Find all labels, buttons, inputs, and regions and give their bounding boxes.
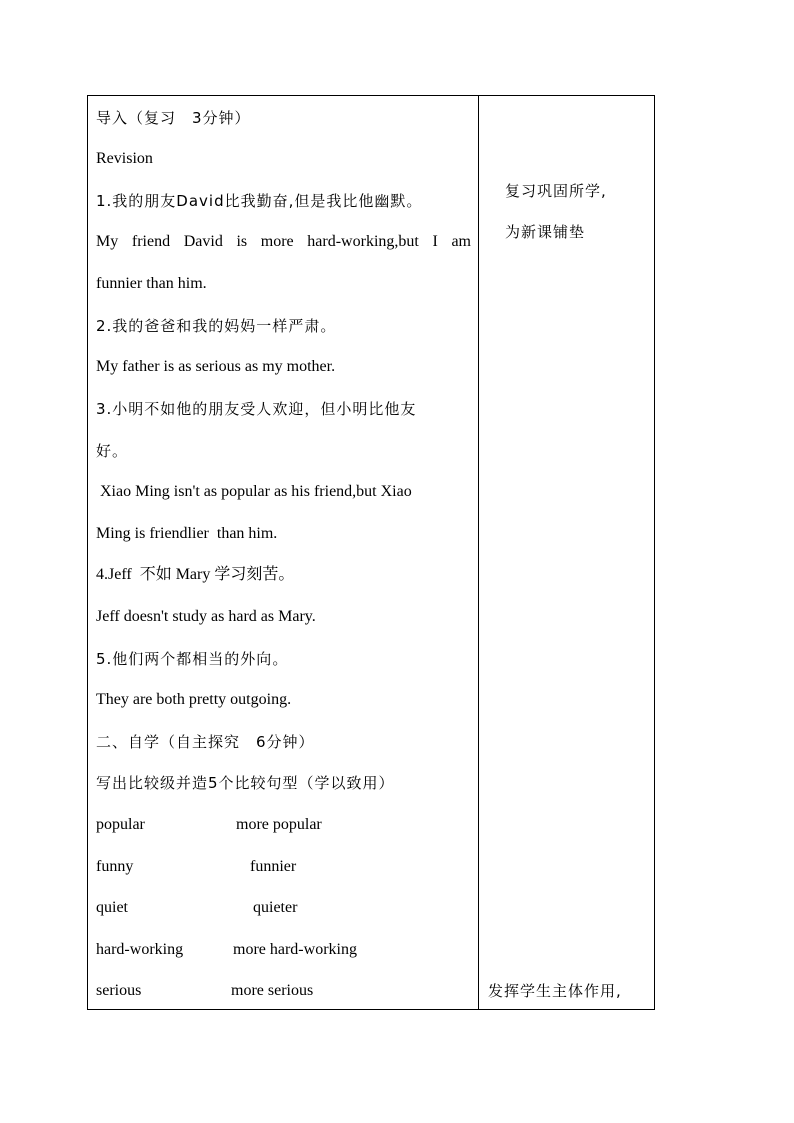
task-instruction: 写出比较级并造5个比较句型（学以致用） [96,774,395,792]
word-comparative: quieter [253,899,298,916]
question-1-english-line1: My friend David is more hard-working,but I am [96,233,471,250]
question-3-chinese-line1: 3.小明不如他的朋友受人欢迎，但小明比他友 [96,400,417,418]
teaching-note-2: 发挥学生主体作用, [488,982,622,1000]
word-comparative: more serious [231,982,314,999]
intro-heading: 导入（复习 3分钟） [96,109,251,127]
lesson-plan-table [87,95,655,1010]
column-divider [478,96,479,1009]
word-comparative: more popular [236,816,322,833]
word-base: quiet [96,899,128,916]
word-comparative: funnier [250,858,297,875]
question-1-english-line2: funnier than him. [96,275,207,292]
word-base: hard-working [96,941,184,958]
question-2-chinese: 2.我的爸爸和我的妈妈一样严肃。 [96,317,337,335]
question-1-chinese: 1.我的朋友David比我勤奋,但是我比他幽默。 [96,192,423,210]
question-2-english: My father is as serious as my mother. [96,358,336,375]
revision-label: Revision [96,150,153,167]
word-base: serious [96,982,142,999]
question-4-chinese: 4.Jeff 不如 Mary 学习刻苦。 [96,566,295,583]
word-comparative: more hard-working [233,941,357,958]
question-5-english: They are both pretty outgoing. [96,691,292,708]
word-base: funny [96,858,134,875]
question-3-chinese-line2: 好。 [96,442,129,460]
word-base: popular [96,816,145,833]
question-5-chinese: 5.他们两个都相当的外向。 [96,650,289,668]
question-4-english: Jeff doesn't study as hard as Mary. [96,608,316,625]
self-study-heading: 二、自学（自主探究 6分钟） [96,733,315,751]
teaching-note-1-line2: 为新课铺垫 [505,223,586,241]
question-3-english-line1: Xiao Ming isn't as popular as his friend,but Xiao [96,483,412,500]
teaching-note-1-line1: 复习巩固所学, [505,182,607,200]
question-3-english-line2: Ming is friendlier than him. [96,525,278,542]
